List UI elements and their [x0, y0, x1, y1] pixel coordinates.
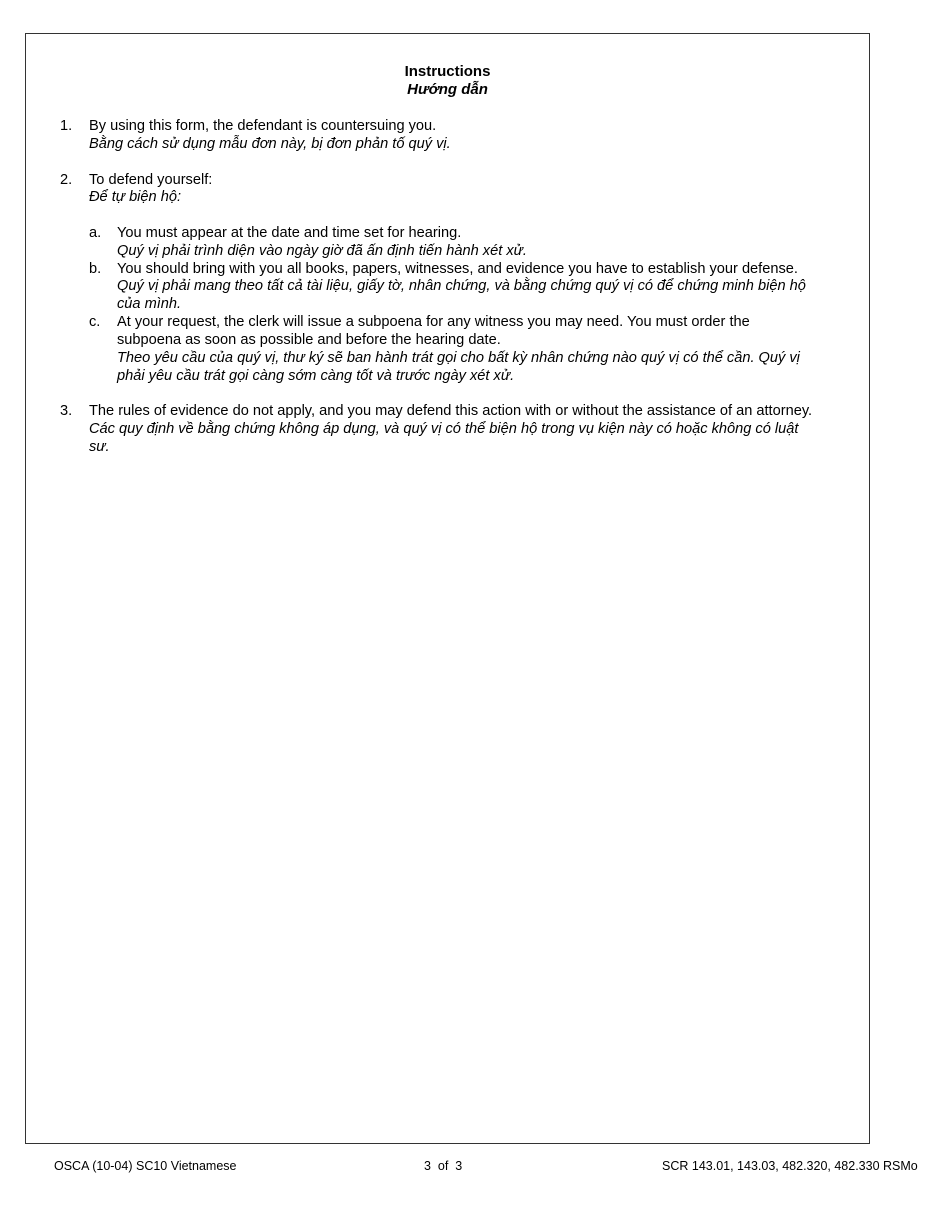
item-2-vi: Để tự biện hộ: — [89, 189, 182, 205]
page-title: Instructions — [404, 63, 491, 80]
item-1-en: By using this form, the defendant is countersuing you. — [89, 118, 437, 134]
item-2a-vi: Quý vị phải trình diện vào ngày giờ đã ấn định tiến hành xét xử. — [117, 243, 527, 259]
item-2b-en: You should bring with you all books, papers, witnesses, and evidence you have to establish your defense. — [117, 261, 798, 277]
item-2c-vi-line-2: phải yêu cầu trát gọi càng sớm càng tốt và trước ngày xét xử. — [117, 368, 515, 384]
item-3-vi-line-1: Các quy định về bằng chứng không áp dụng, và quý vị có thể biện hộ trong vụ kiện này có hoặc không có luật — [89, 421, 799, 437]
item-2c-vi-line-1: Theo yêu cầu của quý vị, thư ký sẽ ban hành trát gọi cho bất kỳ nhân chứng nào quý vị có thể cần. Quý vị — [117, 350, 800, 366]
item-2b-marker: b. — [89, 261, 102, 277]
item-2c-en-line-2: subpoena as soon as possible and before the hearing date. — [117, 332, 501, 348]
item-2a-marker: a. — [89, 225, 102, 241]
item-2c-en-line-1: At your request, the clerk will issue a subpoena for any witness you may need. You must order the — [117, 314, 750, 330]
item-2a-en: You must appear at the date and time set for hearing. — [117, 225, 462, 241]
page-subtitle: Hướng dẫn — [407, 81, 488, 98]
item-3-vi-line-2: sư. — [89, 439, 110, 455]
item-2b-vi-line-2: của mình. — [117, 296, 182, 312]
footer-form-id: OSCA (10-04) SC10 Vietnamese — [54, 1159, 237, 1173]
item-2-en: To defend yourself: — [89, 172, 213, 188]
item-2-marker: 2. — [60, 172, 73, 188]
item-1-marker: 1. — [60, 118, 73, 134]
item-1-vi: Bằng cách sử dụng mẫu đơn này, bị đơn phản tố quý vị. — [89, 136, 451, 152]
item-2c-marker: c. — [89, 314, 101, 330]
footer-rule-citations: SCR 143.01, 143.03, 482.320, 482.330 RSMo — [662, 1159, 918, 1173]
item-3-marker: 3. — [60, 403, 73, 419]
footer-page-number: 3 of 3 — [424, 1159, 463, 1173]
item-2b-vi-line-1: Quý vị phải mang theo tất cả tài liệu, giấy tờ, nhân chứng, và bằng chứng quý vị có để chứng minh biện hộ — [117, 278, 806, 294]
item-3-en: The rules of evidence do not apply, and you may defend this action with or without the assistance of an attorney. — [89, 403, 813, 419]
